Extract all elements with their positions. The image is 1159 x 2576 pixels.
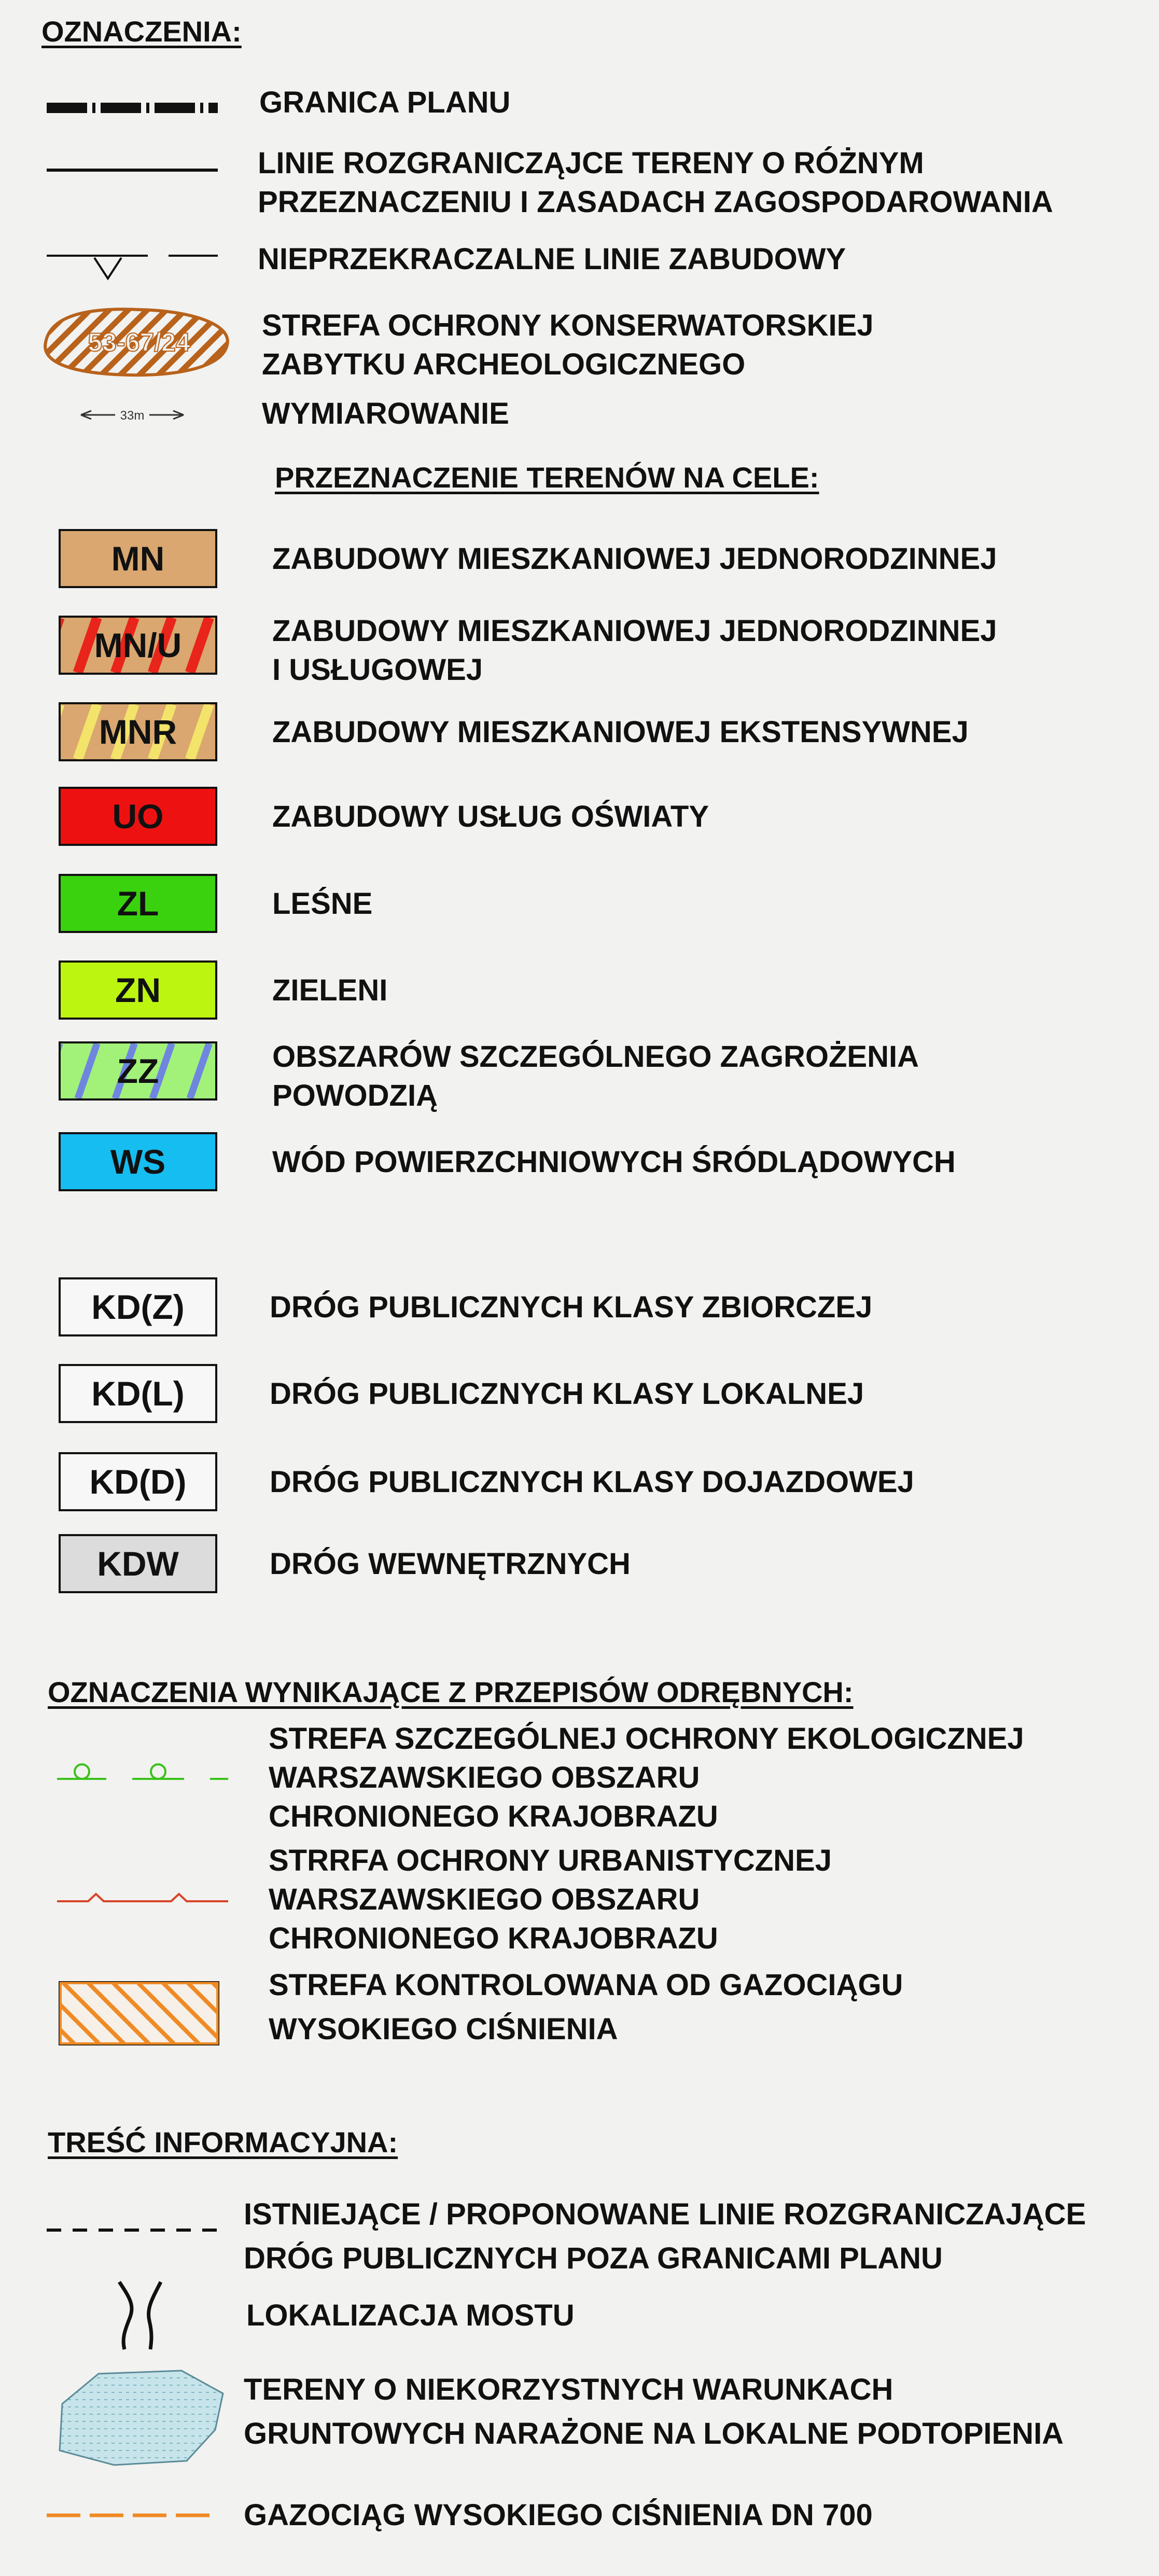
archaeological-zone-symbol bbox=[35, 303, 243, 381]
info-tereny-label: TERENY O NIEKORZYSTNYCH WARUNKACH GRUNTOWYCH NARAŻONE NA LOKALNE PODTOPIENIA bbox=[244, 2373, 1064, 2450]
land-use-code: UO bbox=[112, 797, 164, 836]
land-use-swatch bbox=[59, 1041, 217, 1101]
land-use-label-line: DRÓG PUBLICZNYCH KLASY DOJAZDOWEJ bbox=[270, 1465, 914, 1499]
land-use-swatch bbox=[59, 616, 217, 675]
hatch-stripe bbox=[190, 1043, 209, 1098]
land-use-label bbox=[272, 1143, 956, 1181]
land-use-swatch bbox=[59, 1132, 217, 1191]
land-use-swatch bbox=[59, 1277, 217, 1336]
land-use-label-line: ZABUDOWY MIESZKANIOWEJ JEDNORODZINNEJ bbox=[272, 614, 997, 648]
land-use-label-line: OBSZARÓW SZCZEGÓLNEGO ZAGROŻENIA bbox=[272, 1040, 919, 1074]
special-urb-label: STRRFA OCHRONY URBANISTYCZNEJ WARSZAWSKIEGO OBSZARU CHRONIONEGO KRAJOBRAZU bbox=[269, 1844, 832, 1955]
land-use-code: WS bbox=[110, 1143, 166, 1181]
land-use-label-line: DRÓG PUBLICZNYCH KLASY LOKALNEJ bbox=[270, 1377, 864, 1411]
dividing-line-symbol bbox=[47, 165, 218, 175]
land-use-label-line: ZABUDOWY MIESZKANIOWEJ EKSTENSYWNEJ bbox=[272, 715, 969, 749]
land-use-code: MN bbox=[111, 539, 165, 578]
land-use-label bbox=[270, 1463, 914, 1501]
land-use-label-line: LEŚNE bbox=[272, 887, 373, 921]
land-use-label-line: ZABUDOWY MIESZKANIOWEJ JEDNORODZINNEJ bbox=[272, 542, 997, 576]
land-use-label bbox=[272, 971, 387, 1010]
info-linie-label: ISTNIEJĄCE / PROPONOWANE LINIE ROZGRANICZAJĄCE DRÓG PUBLICZNYCH POZA GRANICAMI PLANU bbox=[244, 2197, 1086, 2275]
land-use-swatch bbox=[59, 529, 217, 588]
hatch-stripe bbox=[78, 1043, 97, 1098]
land-use-code: KD(Z) bbox=[91, 1288, 185, 1326]
info-most-label: LOKALIZACJA MOSTU bbox=[246, 2299, 575, 2332]
bridge-icon bbox=[109, 2277, 171, 2355]
land-use-label-line: POWODZIĄ bbox=[272, 1079, 438, 1112]
special-gaz-label: STREFA KONTROLOWANA OD GAZOCIĄGU WYSOKIEGO CIŚNIENIA bbox=[269, 1968, 903, 2046]
legend-granica-label: GRANICA PLANU bbox=[259, 86, 511, 119]
plan-boundary-symbol bbox=[47, 98, 218, 118]
land-use-code: ZL bbox=[117, 884, 159, 923]
land-use-label bbox=[270, 1544, 631, 1583]
land-use-swatch bbox=[59, 1364, 217, 1423]
archaeological-zone-code: 53-67/24 bbox=[88, 328, 190, 357]
land-use-label-line: WÓD POWIERZCHNIOWYCH ŚRÓDLĄDOWYCH bbox=[272, 1145, 956, 1179]
land-use-swatch bbox=[59, 960, 217, 1020]
land-use-label bbox=[272, 539, 997, 578]
dimension-symbol bbox=[78, 405, 187, 425]
land-use-swatch bbox=[59, 1534, 217, 1593]
special-eko-label: STREFA SZCZEGÓLNEJ OCHRONY EKOLOGICZNEJ WARSZAWSKIEGO OBSZARU CHRONIONEGO KRAJOBRAZU bbox=[269, 1722, 1024, 1833]
section-heading-odrebne: OZNACZENIA WYNIKAJĄCE Z PRZEPISÓW ODRĘBNYCH: bbox=[48, 1676, 854, 1708]
land-use-label bbox=[272, 884, 372, 923]
land-use-swatch bbox=[59, 787, 217, 846]
land-use-label bbox=[272, 1037, 919, 1115]
external-road-lines-symbol bbox=[47, 2225, 218, 2235]
land-use-code: ZZ bbox=[117, 1052, 159, 1090]
land-use-code: ZN bbox=[115, 971, 161, 1009]
land-use-code: KDW bbox=[97, 1544, 179, 1583]
land-use-code: MNR bbox=[99, 713, 177, 751]
land-use-code: KD(D) bbox=[89, 1463, 187, 1501]
gas-zone-symbol bbox=[59, 1981, 219, 2045]
ecological-zone-symbol bbox=[57, 1758, 228, 1784]
legend-nieprzekraczalne-label: NIEPRZEKRACZALNE LINIE ZABUDOWY bbox=[258, 242, 846, 276]
legend-wymiar-label: WYMIAROWANIE bbox=[262, 397, 509, 430]
hatch-stripe bbox=[190, 704, 209, 759]
land-use-label-line: DRÓG WEWNĘTRZNYCH bbox=[270, 1547, 631, 1581]
section-heading-informacyjna: TREŚĆ INFORMACYJNA: bbox=[48, 2126, 398, 2159]
land-use-label bbox=[272, 611, 997, 689]
land-use-swatch bbox=[59, 874, 217, 933]
dimension-value: 33m bbox=[120, 409, 145, 423]
land-use-label-line: DRÓG PUBLICZNYCH KLASY ZBIORCZEJ bbox=[270, 1290, 873, 1324]
land-use-label bbox=[270, 1288, 872, 1327]
gas-pipeline-symbol bbox=[47, 2510, 218, 2521]
land-use-label-line: I USŁUGOWEJ bbox=[272, 653, 483, 687]
land-use-swatch bbox=[59, 702, 217, 761]
land-use-label bbox=[272, 713, 969, 751]
land-use-label bbox=[272, 797, 709, 836]
urban-zone-symbol bbox=[57, 1883, 228, 1909]
building-line-symbol bbox=[47, 252, 218, 283]
land-use-code: KD(L) bbox=[91, 1374, 185, 1413]
land-use-code: MN/U bbox=[94, 626, 182, 664]
info-gazociag-label: GAZOCIĄG WYSOKIEGO CIŚNIENIA DN 700 bbox=[244, 2498, 873, 2532]
land-use-label bbox=[270, 1374, 864, 1413]
land-use-swatch bbox=[59, 1452, 217, 1511]
legend-strefa-label: STREFA OCHRONY KONSERWATORSKIEJ ZABYTKU ARCHEOLOGICZNEGO bbox=[262, 309, 874, 381]
section-heading-przeznaczenie: PRZEZNACZENIE TERENÓW NA CELE: bbox=[275, 461, 819, 494]
section-heading-oznaczenia: OZNACZENIA: bbox=[41, 15, 242, 48]
hatch-stripe bbox=[190, 618, 209, 673]
flood-risk-area-symbol bbox=[52, 2368, 228, 2471]
land-use-label-line: ZIELENI bbox=[272, 973, 388, 1007]
hatch-stripe bbox=[78, 704, 97, 759]
legend-linie-label: LINIE ROZGRANICZĄJCE TERENY O RÓŻNYM PRZEZNACZENIU I ZASADACH ZAGOSPODAROWANIA bbox=[258, 146, 1053, 219]
land-use-label-line: ZABUDOWY USŁUG OŚWIATY bbox=[272, 800, 709, 833]
